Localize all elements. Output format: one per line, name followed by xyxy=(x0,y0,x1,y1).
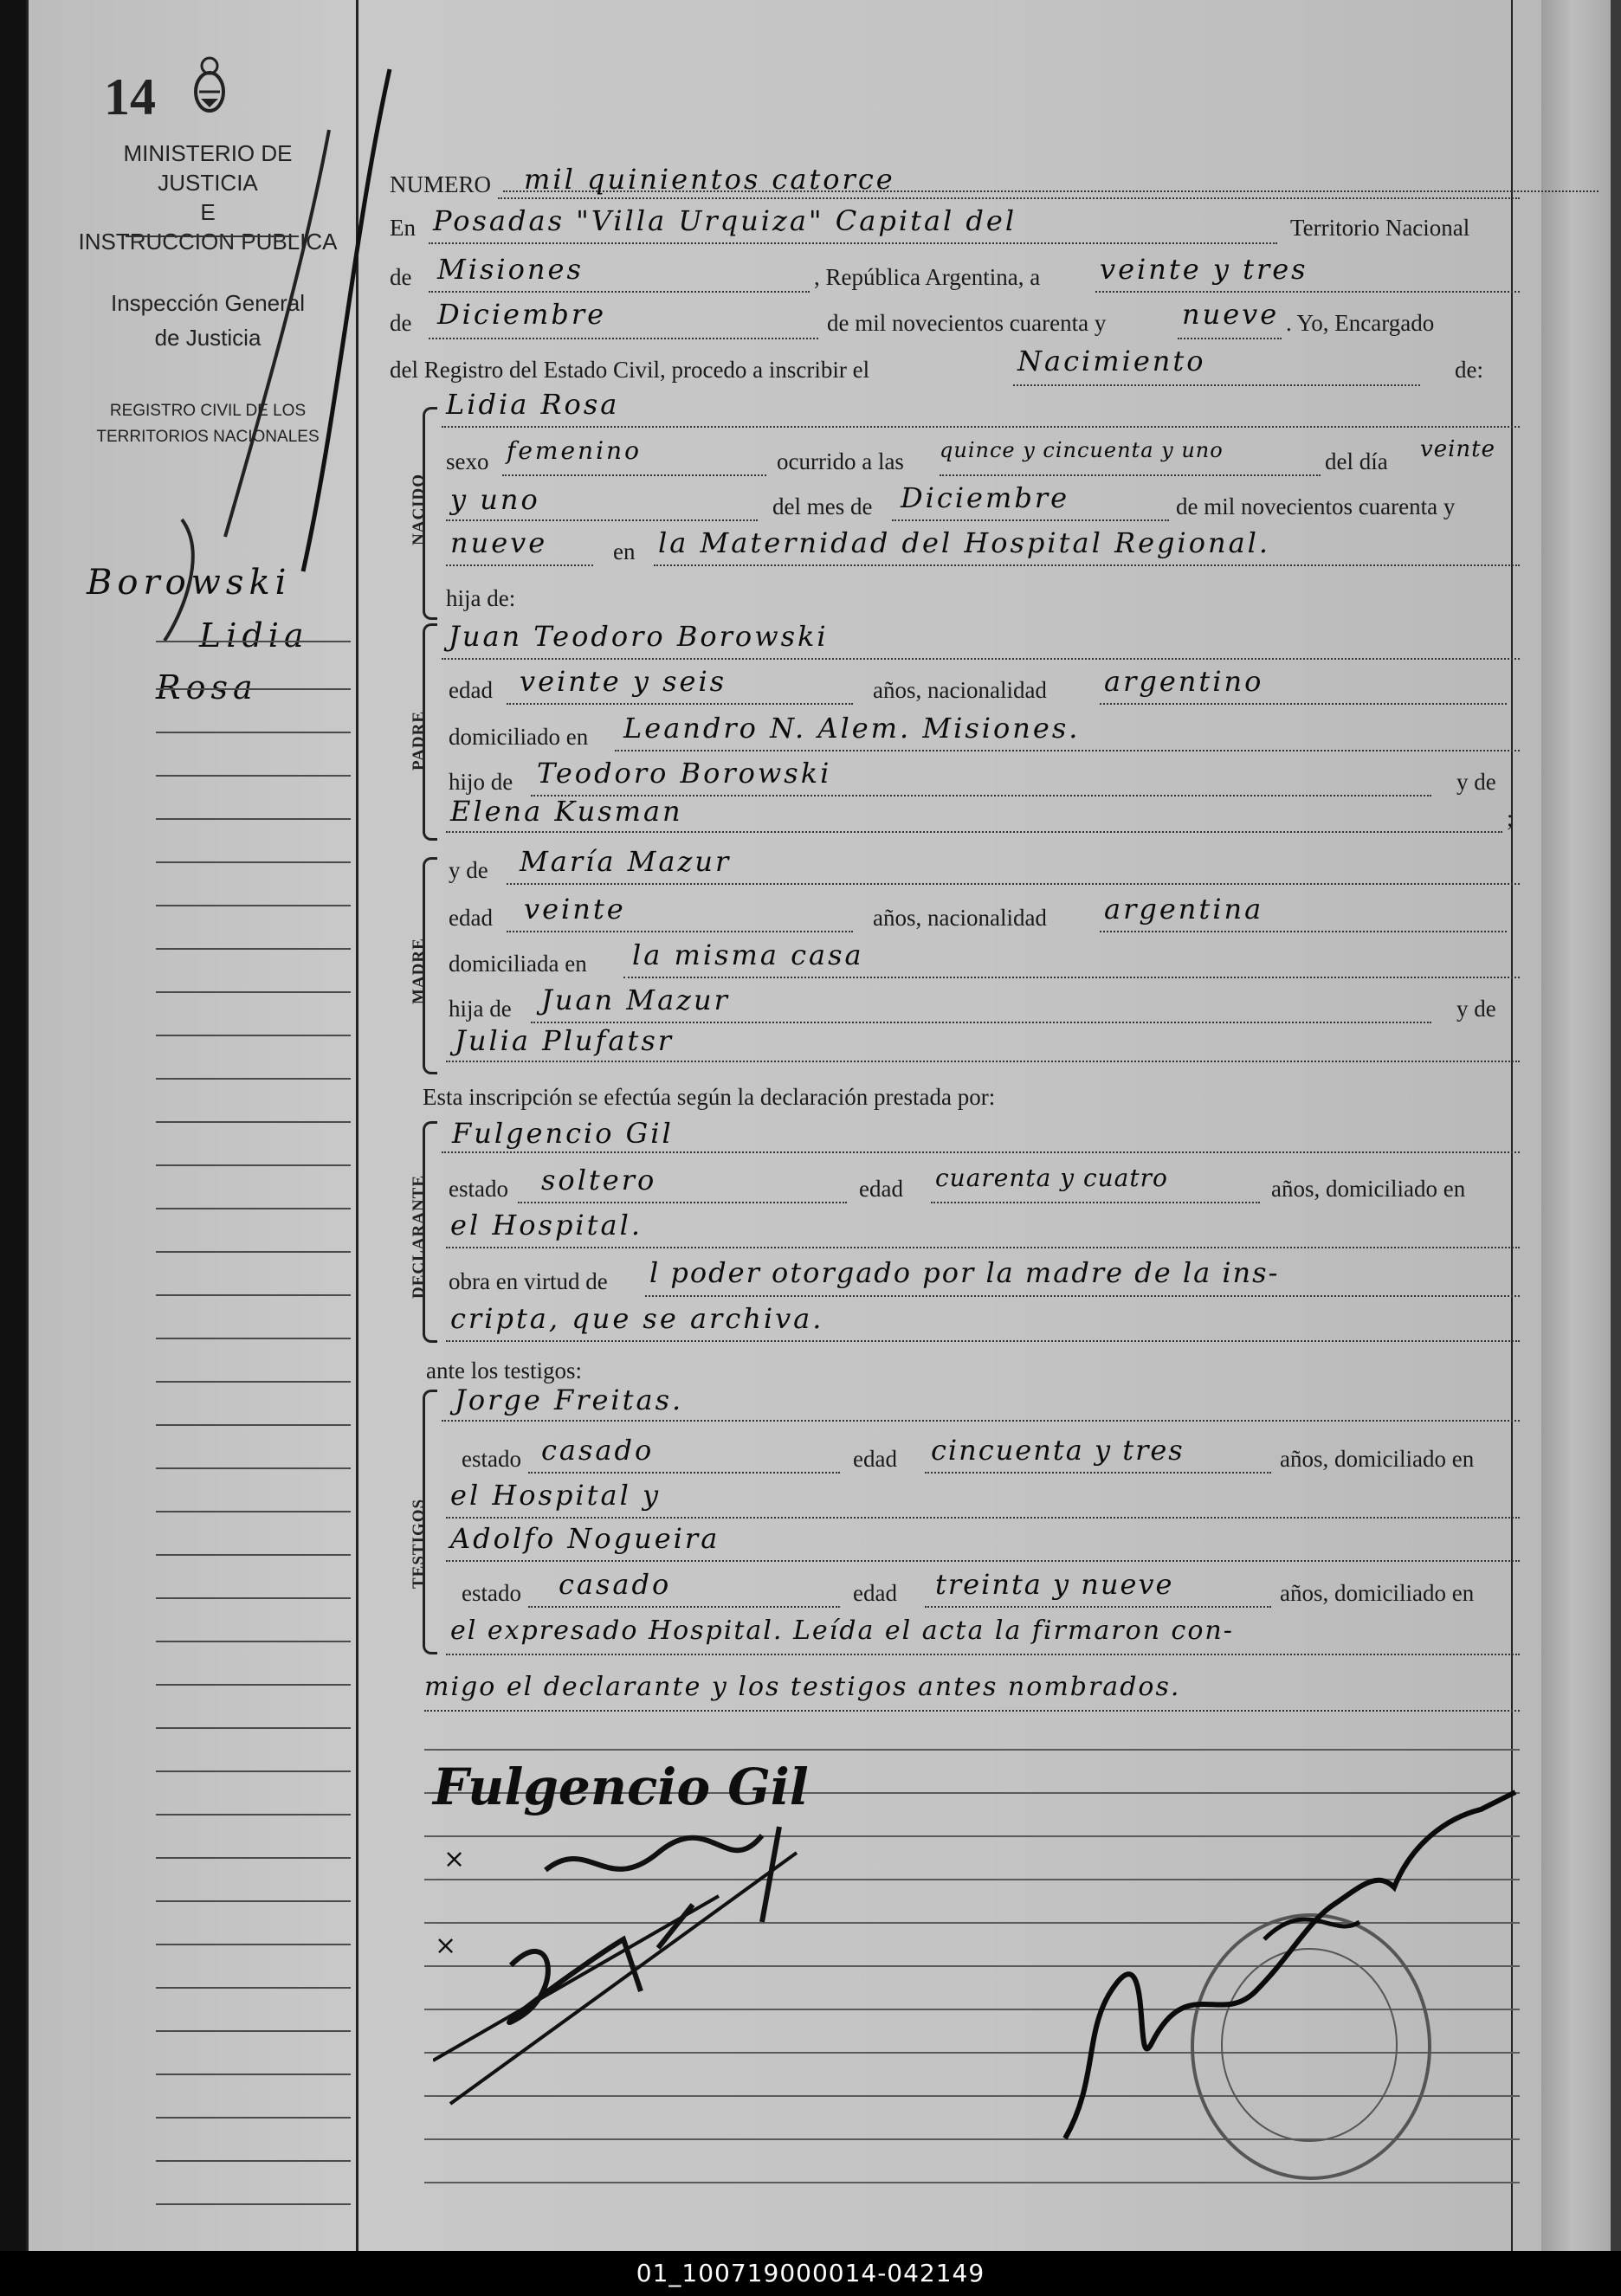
dia-line-2 xyxy=(446,519,758,521)
left-border-line xyxy=(26,0,29,2251)
t2-estado-line xyxy=(528,1606,840,1608)
month-value: Diciembre xyxy=(437,298,607,331)
acto-value: Nacimiento xyxy=(1017,345,1206,377)
padre-nacionalidad-line xyxy=(1100,703,1507,705)
mes-label: del mes de xyxy=(772,493,873,519)
cierre-line xyxy=(424,1710,1520,1712)
t2-anios-label: años, domiciliado en xyxy=(1280,1580,1475,1606)
month-line xyxy=(429,338,818,339)
registro-label: del Registro del Estado Civil, procedo a inscribir el xyxy=(390,357,870,383)
anio-label: de mil novecientos cuarenta y xyxy=(1176,493,1456,519)
declarante-name-line xyxy=(442,1151,1520,1153)
declarante-domicilio-line xyxy=(446,1247,1520,1248)
declarante-anios-label: años, domiciliado en xyxy=(1271,1176,1466,1202)
padre-section-label: PADRE xyxy=(410,710,428,771)
padre-abuelo-name: Teodoro Borowski xyxy=(537,757,832,790)
year-label: de mil novecientos cuarenta y xyxy=(827,310,1107,336)
madre-edad-line xyxy=(507,931,853,932)
cierre-text: migo el declarante y los testigos antes nombrados. xyxy=(424,1672,1181,1702)
yo-label: . Yo, Encargado xyxy=(1286,310,1435,336)
registry-line-1: REGISTRO CIVIL DE LOS xyxy=(109,402,307,420)
en-line xyxy=(429,242,1277,244)
sexo-line xyxy=(502,474,766,476)
de2-label: de xyxy=(390,310,412,336)
padre-anios-label: años, nacionalidad xyxy=(873,677,1047,703)
t2-edad-label: edad xyxy=(853,1580,897,1606)
t2-estado-label: estado xyxy=(462,1580,521,1606)
page-edge xyxy=(1541,0,1619,2251)
anio-value: nueve xyxy=(450,526,548,559)
de-label: de xyxy=(390,264,412,290)
year-line xyxy=(1178,338,1282,339)
t1-edad-line xyxy=(925,1472,1271,1474)
de-value: Misiones xyxy=(437,253,584,286)
ministry-line-1: MINISTERIO DE JUSTICIA xyxy=(123,140,293,196)
declarante-edad-line xyxy=(931,1202,1260,1203)
testigos-intro: ante los testigos: xyxy=(426,1358,582,1383)
padre-domicilio-line xyxy=(615,750,1520,751)
register-page xyxy=(26,0,1585,2251)
declarante-name: Fulgencio Gil xyxy=(452,1117,674,1150)
madre-hija-label: hija de xyxy=(449,996,512,1022)
de-line xyxy=(429,291,810,293)
padre-domicilio-value: Leandro N. Alem. Misiones. xyxy=(623,712,1081,745)
dia-value-1: veinte xyxy=(1420,436,1495,462)
acto-line xyxy=(1013,384,1420,386)
republica-label: , República Argentina, a xyxy=(814,264,1041,290)
book-edge xyxy=(1611,0,1621,2251)
t1-edad-value: cincuenta y tres xyxy=(931,1434,1185,1467)
nacido-name-line xyxy=(442,426,1520,428)
padre-edad-value: veinte y seis xyxy=(520,665,727,698)
t1-name-line xyxy=(442,1420,1520,1422)
image-id-caption: 01_100719000014-042149 xyxy=(0,2251,1621,2296)
madre-nacionalidad-line xyxy=(1100,931,1507,932)
t1-estado-line xyxy=(528,1472,840,1474)
padre-edad-label: edad xyxy=(449,677,493,703)
declarante-estado-value: soltero xyxy=(541,1164,657,1196)
dia-label: del día xyxy=(1325,448,1388,474)
x-mark-2: × xyxy=(435,1931,457,1961)
madre-name-line xyxy=(507,883,1520,885)
testigos-section-label: TESTIGOS xyxy=(410,1498,428,1589)
hora-line xyxy=(940,474,1321,476)
en-value: Posadas "Villa Urquiza" Capital del xyxy=(433,204,1017,237)
padre-hijo-label: hijo de xyxy=(449,769,513,795)
t1-edad-label: edad xyxy=(853,1446,897,1472)
day-line xyxy=(1095,291,1520,293)
x-mark-1: × xyxy=(443,1844,466,1874)
numero-label: NUMERO xyxy=(390,171,492,197)
padre-abuela-name: Elena Kusman xyxy=(450,795,683,828)
ministry-line-2: E xyxy=(200,199,216,225)
lugar-line xyxy=(654,564,1520,566)
declarante-edad-value: cuarenta y cuatro xyxy=(935,1164,1168,1192)
padre-domicilio-label: domiciliado en xyxy=(449,724,589,750)
t1-anios-label: años, domiciliado en xyxy=(1280,1446,1475,1472)
page-number: 14 xyxy=(104,68,156,126)
numero-row xyxy=(390,171,499,198)
declarante-domicilio-value: el Hospital. xyxy=(450,1209,643,1242)
madre-abuelo-name: Juan Mazur xyxy=(541,984,730,1016)
madre-abuela-line xyxy=(446,1061,1520,1062)
madre-edad-value: veinte xyxy=(524,893,626,925)
inspection-line-1: Inspección General xyxy=(110,290,306,316)
hora-value: quince y cincuenta y uno xyxy=(940,438,1224,462)
year-value: nueve xyxy=(1182,298,1280,331)
t2-name: Adolfo Nogueira xyxy=(450,1522,720,1555)
obra-label: obra en virtud de xyxy=(449,1268,608,1294)
numero-line xyxy=(498,197,1520,199)
padre-abuela-line xyxy=(446,831,1502,833)
declarante-signature: Fulgencio Gil xyxy=(433,1757,809,1816)
witness-signatures xyxy=(433,1818,918,2130)
madre-y-de2-label: y de xyxy=(1456,996,1496,1022)
lugar-en-label: en xyxy=(613,539,636,564)
madre-domicilio-value: la misma casa xyxy=(632,938,864,971)
madre-name: María Mazur xyxy=(520,845,732,878)
dia-value-2: y uno xyxy=(450,483,540,516)
madre-section-label: MADRE xyxy=(410,938,428,1004)
registry-line-2: TERRITORIOS NACIONALES xyxy=(96,428,320,446)
mes-line xyxy=(892,519,1169,521)
madre-domicilio-label: domiciliada en xyxy=(449,951,587,977)
anio-line xyxy=(446,564,593,566)
madre-y-de-label: y de xyxy=(449,857,488,883)
padre-y-de-label: y de xyxy=(1456,769,1496,795)
madre-domicilio-line xyxy=(623,977,1520,978)
obra-value-2: cripta, que se archiva. xyxy=(450,1302,824,1335)
mes-value: Diciembre xyxy=(901,481,1070,514)
declarante-edad-label: edad xyxy=(859,1176,903,1202)
inspection-line-2: de Justicia xyxy=(154,325,262,351)
declaracion-intro: Esta inscripción se efectúa según la declaración prestada por: xyxy=(423,1084,996,1110)
declarante-estado-line xyxy=(518,1202,847,1203)
padre-name-line xyxy=(442,658,1520,660)
en-label: En xyxy=(390,215,416,241)
t2-edad-value: treinta y nueve xyxy=(935,1568,1174,1601)
obra-line-1 xyxy=(645,1295,1520,1297)
t2-edad-line xyxy=(925,1606,1271,1608)
ministry-line-3: INSTRUCCION PUBLICA xyxy=(78,229,338,255)
nacido-name: Lidia Rosa xyxy=(446,388,620,421)
padre-semicolon: ; xyxy=(1507,805,1514,831)
obra-value-1: l poder otorgado por la madre de la ins- xyxy=(649,1256,1280,1289)
lugar-value: la Maternidad del Hospital Regional. xyxy=(658,526,1271,559)
obra-line-2 xyxy=(446,1340,1520,1342)
sexo-label: sexo xyxy=(446,448,489,474)
t2-estado-value: casado xyxy=(559,1568,672,1601)
margin-ruled-lines xyxy=(156,641,355,2242)
t2-domicilio-value: el expresado Hospital. Leída el acta la firmaron con- xyxy=(450,1616,1234,1646)
t1-name: Jorge Freitas. xyxy=(455,1383,684,1416)
madre-abuelo-line xyxy=(531,1022,1431,1023)
nacido-section-label: NACIDO xyxy=(410,473,428,545)
declarante-section-label: DECLARANTE xyxy=(410,1174,428,1299)
t1-estado-label: estado xyxy=(462,1446,521,1472)
padre-nacionalidad-value: argentino xyxy=(1104,665,1264,698)
margin-middlename: Rosa xyxy=(156,668,258,706)
madre-edad-label: edad xyxy=(449,905,493,931)
numero-value: mil quinientos catorce xyxy=(524,163,895,196)
ocurrido-label: ocurrido a las xyxy=(777,448,904,474)
officer-signature xyxy=(1048,1766,1533,2164)
t2-domicilio-line xyxy=(446,1654,1520,1655)
t1-domicilio-line xyxy=(446,1517,1520,1519)
padre-name: Juan Teodoro Borowski xyxy=(449,620,829,653)
sexo-value: femenino xyxy=(507,436,642,465)
t1-estado-value: casado xyxy=(541,1434,655,1467)
margin-surname: Borowski xyxy=(87,563,292,603)
madre-abuela-name: Julia Plufatsr xyxy=(455,1024,675,1057)
de3-label: de: xyxy=(1455,357,1483,383)
t2-name-line xyxy=(446,1560,1520,1562)
day-value: veinte y tres xyxy=(1100,253,1308,286)
margin-firstname: Lidia xyxy=(199,616,309,655)
t1-domicilio-value: el Hospital y xyxy=(450,1479,662,1512)
hija-label: hija de: xyxy=(446,585,516,611)
madre-anios-label: años, nacionalidad xyxy=(873,905,1047,931)
declarante-estado-label: estado xyxy=(449,1176,508,1202)
territorio-label: Territorio Nacional xyxy=(1290,215,1470,241)
madre-nacionalidad-value: argentina xyxy=(1104,893,1264,925)
padre-edad-line xyxy=(507,703,853,705)
